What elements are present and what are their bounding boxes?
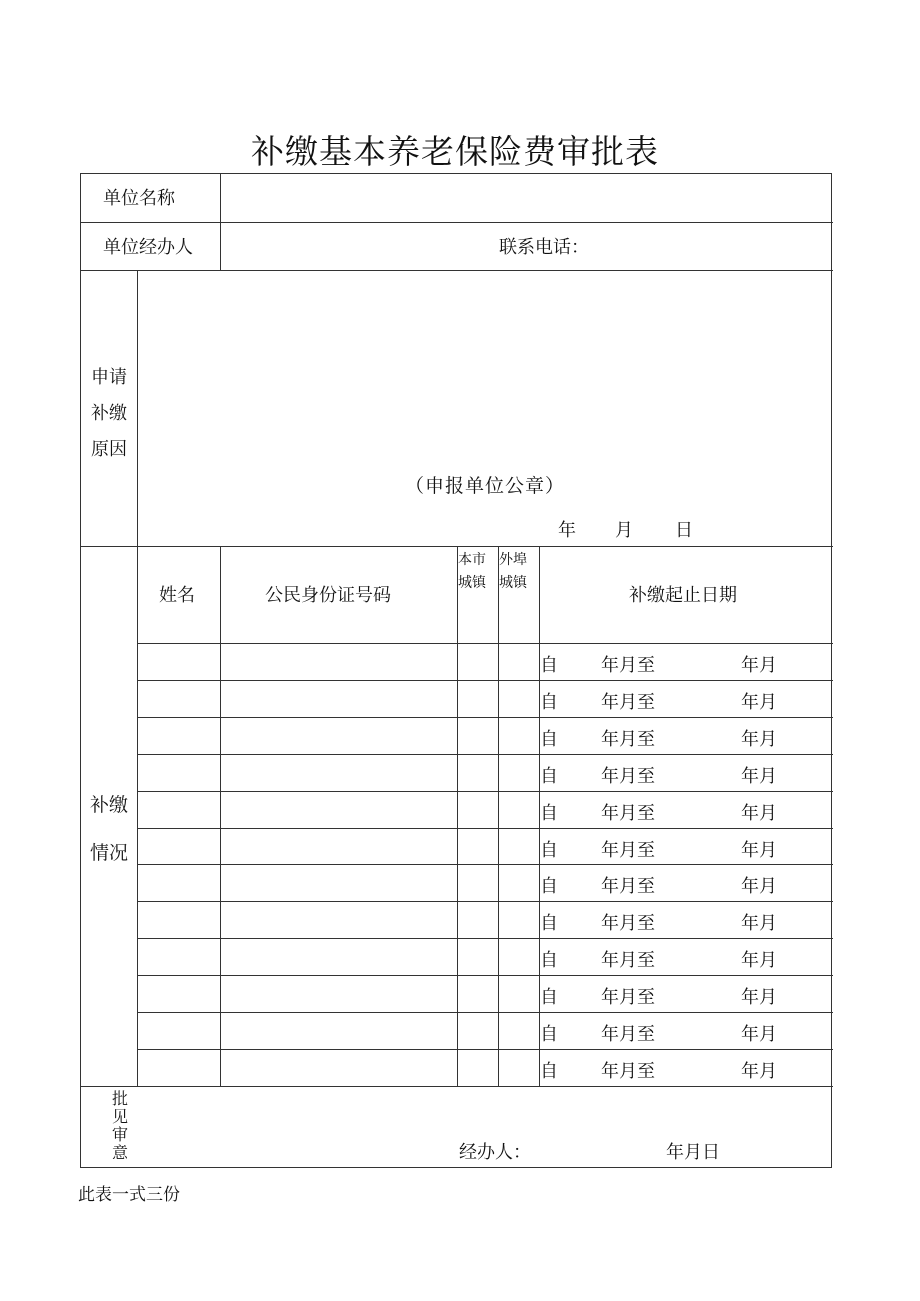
row-divider: [137, 901, 833, 902]
period-start: 年月至: [601, 728, 655, 750]
name-cell[interactable]: [141, 940, 217, 973]
period-start: 年月至: [601, 839, 655, 861]
seal-note: （申报单位公章）: [405, 475, 566, 497]
local-town-cell[interactable]: [461, 866, 495, 899]
name-cell[interactable]: [141, 793, 217, 826]
outside-town-cell[interactable]: [502, 1014, 536, 1047]
reason-date-year: 年: [558, 520, 576, 541]
column-header-local-town: [458, 549, 498, 595]
table-row: [81, 754, 833, 791]
local-town-cell[interactable]: [461, 977, 495, 1010]
period-end: 年月: [741, 728, 777, 750]
period-end: 年月: [741, 1060, 777, 1082]
row-divider: [137, 828, 833, 829]
table-row: [81, 1049, 833, 1086]
period-from: 自: [540, 691, 558, 713]
column-header-outside-town: [499, 549, 539, 595]
period-from: 自: [540, 876, 558, 898]
name-cell[interactable]: [141, 830, 217, 863]
period-start: 年月至: [601, 950, 655, 972]
row-divider: [137, 975, 833, 976]
outside-town-cell[interactable]: [502, 977, 536, 1010]
table-row: [81, 938, 833, 975]
period-from: 自: [540, 913, 558, 935]
period-start: 年月至: [601, 987, 655, 1009]
column-header-line: 城镇: [499, 575, 527, 591]
row-divider: [81, 222, 833, 223]
table-row: [81, 828, 833, 865]
local-town-cell[interactable]: [461, 1051, 495, 1084]
outside-town-cell[interactable]: [502, 940, 536, 973]
approval-agent-label: 经办人：: [459, 1142, 531, 1163]
outside-town-cell[interactable]: [502, 903, 536, 936]
approval-date-label: 年月日: [666, 1142, 720, 1163]
period-from: 自: [540, 655, 558, 676]
form-title: 补缴基本养老保险费审批表: [251, 132, 659, 171]
row-divider: [137, 680, 833, 681]
column-divider: [137, 1086, 138, 1168]
period-end: 年月: [741, 802, 777, 824]
name-cell[interactable]: [141, 682, 217, 715]
phone-field[interactable]: [596, 228, 826, 264]
period-end: 年月: [741, 950, 777, 972]
row-divider: [81, 270, 833, 271]
local-town-cell[interactable]: [461, 645, 495, 678]
reason-label: [89, 360, 129, 468]
reason-label-line: 申请: [91, 367, 127, 388]
local-town-cell[interactable]: [461, 756, 495, 789]
name-cell[interactable]: [141, 756, 217, 789]
id-number-cell[interactable]: [224, 977, 454, 1010]
approval-label: [110, 1090, 130, 1162]
column-header-line: 外埠: [499, 552, 527, 568]
period-start: 年月至: [601, 913, 655, 935]
name-cell[interactable]: [141, 645, 217, 678]
column-header-period: 补缴起止日期: [629, 585, 737, 606]
row-divider: [137, 1012, 833, 1013]
period-end: 年月: [741, 839, 777, 861]
row-divider: [137, 791, 833, 792]
period-start: 年月至: [601, 1024, 655, 1045]
approval-opinion-field[interactable]: [141, 1092, 827, 1138]
period-start: 年月至: [601, 802, 655, 824]
supplement-label-line: 补缴: [89, 794, 128, 816]
id-number-cell[interactable]: [224, 645, 454, 678]
period-from: 自: [540, 1024, 558, 1045]
id-number-cell[interactable]: [224, 866, 454, 899]
outside-town-cell[interactable]: [502, 719, 536, 752]
local-town-cell[interactable]: [461, 1014, 495, 1047]
period-end: 年月: [741, 1024, 777, 1045]
reason-label-line: 原因: [91, 439, 127, 460]
id-number-cell[interactable]: [224, 719, 454, 752]
phone-label: 联系电话：: [499, 237, 589, 258]
row-divider: [137, 864, 833, 865]
local-town-cell[interactable]: [461, 719, 495, 752]
approval-label-char: 意: [111, 1143, 128, 1162]
supplement-label-line: 情况: [89, 842, 128, 864]
id-number-cell[interactable]: [224, 1051, 454, 1084]
outside-town-cell[interactable]: [502, 1051, 536, 1084]
row-divider: [137, 1049, 833, 1050]
outside-town-cell[interactable]: [502, 756, 536, 789]
column-header-id-number: 公民身份证号码: [265, 585, 391, 606]
outside-town-cell[interactable]: [502, 682, 536, 715]
column-header-name: 姓名: [159, 585, 195, 606]
table-row: [81, 680, 833, 717]
period-end: 年月: [741, 913, 777, 935]
period-end: 年月: [741, 691, 777, 713]
table-row: [81, 1012, 833, 1049]
approval-label-char: 见: [111, 1107, 128, 1126]
period-from: 自: [540, 839, 558, 861]
name-cell[interactable]: [141, 1014, 217, 1047]
period-end: 年月: [741, 655, 777, 676]
id-number-cell[interactable]: [224, 1014, 454, 1047]
outside-town-cell[interactable]: [502, 830, 536, 863]
id-number-cell[interactable]: [224, 756, 454, 789]
period-end: 年月: [741, 987, 777, 1009]
name-cell[interactable]: [141, 866, 217, 899]
approval-form-table: [80, 173, 832, 1168]
period-start: 年月至: [601, 876, 655, 898]
period-start: 年月至: [601, 765, 655, 787]
local-town-cell[interactable]: [461, 682, 495, 715]
approval-label-char: 批: [111, 1089, 128, 1108]
reason-field[interactable]: [141, 276, 827, 466]
period-from: 自: [540, 950, 558, 972]
period-from: 自: [540, 728, 558, 750]
id-number-cell[interactable]: [224, 903, 454, 936]
reason-date-day: 日: [675, 520, 693, 541]
period-start: 年月至: [601, 691, 655, 713]
row-divider: [81, 1086, 833, 1087]
id-number-cell[interactable]: [224, 793, 454, 826]
period-from: 自: [540, 802, 558, 824]
id-number-cell[interactable]: [224, 682, 454, 715]
outside-town-cell[interactable]: [502, 793, 536, 826]
id-number-cell[interactable]: [224, 830, 454, 863]
local-town-cell[interactable]: [461, 940, 495, 973]
table-row: [81, 643, 833, 680]
name-cell[interactable]: [141, 903, 217, 936]
outside-town-cell[interactable]: [502, 645, 536, 678]
name-cell[interactable]: [141, 1051, 217, 1084]
outside-town-cell[interactable]: [502, 866, 536, 899]
column-header-line: 本市: [458, 552, 486, 568]
name-cell[interactable]: [141, 719, 217, 752]
period-from: 自: [540, 765, 558, 787]
unit-agent-label: 单位经办人: [103, 237, 193, 258]
period-from: 自: [540, 1060, 558, 1082]
table-row: [81, 901, 833, 938]
unit-name-field[interactable]: [221, 180, 831, 216]
local-town-cell[interactable]: [461, 830, 495, 863]
unit-name-label: 单位名称: [103, 188, 175, 209]
unit-agent-field[interactable]: [221, 228, 491, 264]
reason-label-line: 补缴: [91, 403, 127, 424]
footnote: 此表一式三份: [78, 1185, 180, 1205]
table-row: [81, 975, 833, 1012]
row-divider: [137, 717, 833, 718]
period-end: 年月: [741, 876, 777, 898]
name-cell[interactable]: [141, 977, 217, 1010]
reason-date-month: 月: [615, 520, 633, 541]
period-start: 年月至: [601, 1060, 655, 1082]
table-row: [81, 717, 833, 754]
period-from: 自: [540, 987, 558, 1009]
row-divider: [137, 938, 833, 939]
row-divider: [137, 754, 833, 755]
table-row: [81, 791, 833, 828]
local-town-cell[interactable]: [461, 903, 495, 936]
period-end: 年月: [741, 765, 777, 787]
approval-label-char: 审: [111, 1125, 128, 1144]
period-start: 年月至: [601, 655, 655, 676]
local-town-cell[interactable]: [461, 793, 495, 826]
table-row: [81, 864, 833, 901]
column-header-line: 城镇: [458, 575, 486, 591]
id-number-cell[interactable]: [224, 940, 454, 973]
